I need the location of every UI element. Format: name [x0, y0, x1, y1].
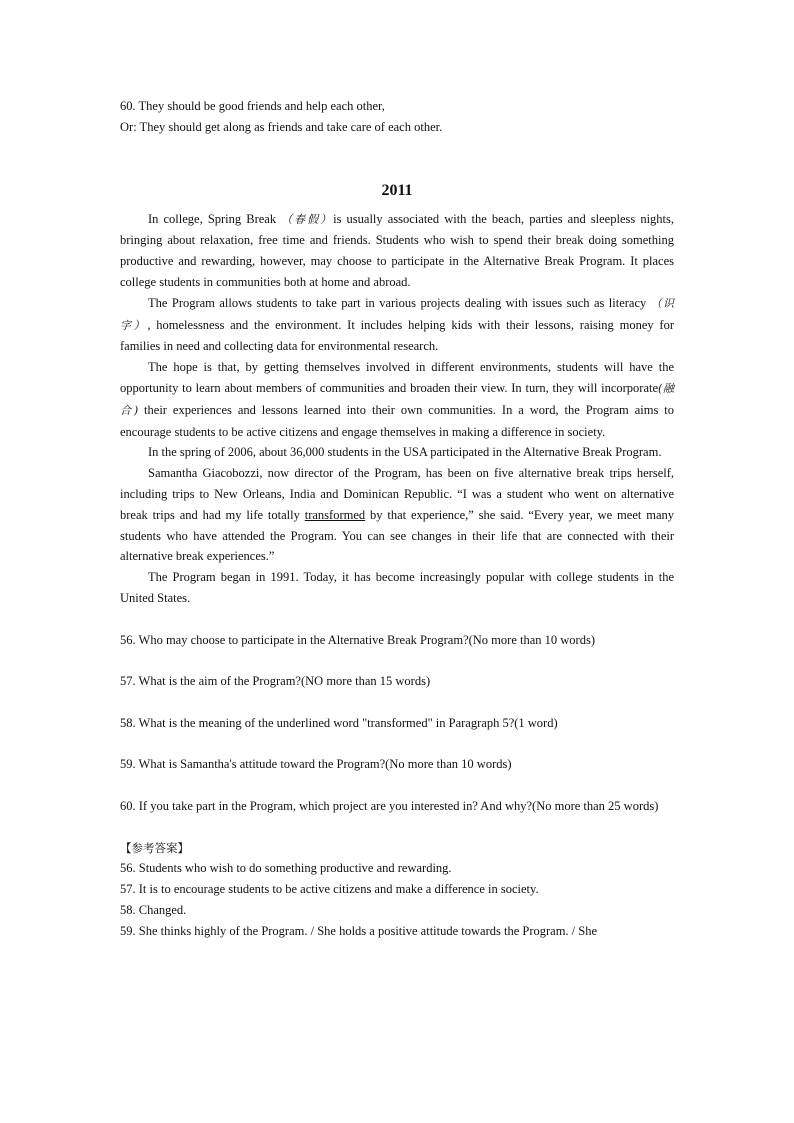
question-57: 57. What is the aim of the Program?(NO more than 15 words)	[120, 674, 431, 689]
document-page	[120, 96, 674, 941]
answer-57: 57. It is to encourage students to be active citizens and make a difference in society.	[120, 882, 539, 897]
chinese-gloss: （春假）	[281, 212, 334, 226]
question-59: 59. What is Samantha's attitude toward the Program?(No more than 10 words)	[120, 757, 512, 772]
passage-paragraph-5: Samantha Giacobozzi, now director of the Program, has been on five alternative break trips herself, including trips to New Orleans, India and Dominican Republic. “I was a student who went on alternative break trips and had my life totally transformed by that experience,” she said. “Every year, we meet many students who have attended the Program. You can see changes in their life that are connected with their alternative break experiences.”	[120, 466, 674, 564]
question-60: 60. If you take part in the Program, which project are you interested in? And why?(No more than 25 words)	[120, 798, 659, 813]
passage-paragraph-6: The Program began in 1991. Today, it has become increasingly popular with college students in the United States.	[120, 570, 674, 605]
answer-58: 58. Changed.	[120, 902, 187, 917]
section-title: 2011	[381, 181, 413, 199]
answer-56: 56. Students who wish to do something productive and rewarding.	[120, 861, 452, 876]
question-56: 56. Who may choose to participate in the Alternative Break Program?(No more than 10 words)	[120, 632, 595, 647]
chinese-gloss: (融合)	[120, 381, 674, 417]
passage-paragraph-4: In the spring of 2006, about 36,000 students in the USA participated in the Alternative Break Program.	[148, 445, 662, 460]
passage-paragraph-3: The hope is that, by getting themselves involved in different environments, students will have the opportunity to learn about members of communities and broaden their view. In turn, they will incorporate(融合) their experiences and lessons learned into their own communities. In a word, the Program aims to encourage students to be active citizens and engage themselves in making a difference in society.	[120, 360, 674, 439]
underlined-word: transformed	[304, 507, 366, 522]
question-58: 58. What is the meaning of the underlined word "transformed" in Paragraph 5?(1 word)	[120, 715, 558, 730]
answer-key-heading: 【参考答案】	[120, 840, 189, 855]
chinese-gloss: （识字）	[120, 296, 675, 332]
previous-answer-line-1: 60. They should be good friends and help each other,	[120, 99, 385, 113]
passage-paragraph-2: The Program allows students to take part in various projects dealing with issues such as literacy （识字）, homelessness and the environment. It includes helping kids with their lessons, raising money for families in need and collecting data for environmental research.	[120, 295, 675, 354]
previous-answer-line-2: Or: They should get along as friends and take care of each other.	[120, 119, 443, 134]
answer-59: 59. She thinks highly of the Program. / She holds a positive attitude towards the Program. / She	[120, 923, 598, 938]
passage-paragraph-1: In college, Spring Break （春假）is usually associated with the beach, parties and sleepless nights, bringing about relaxation, free time and friends. Students who wish to spend their break doing something productive and rewarding, however, may choose to participate in the Alternative Break Program. It places college students in communities both at home and abroad.	[120, 211, 675, 289]
